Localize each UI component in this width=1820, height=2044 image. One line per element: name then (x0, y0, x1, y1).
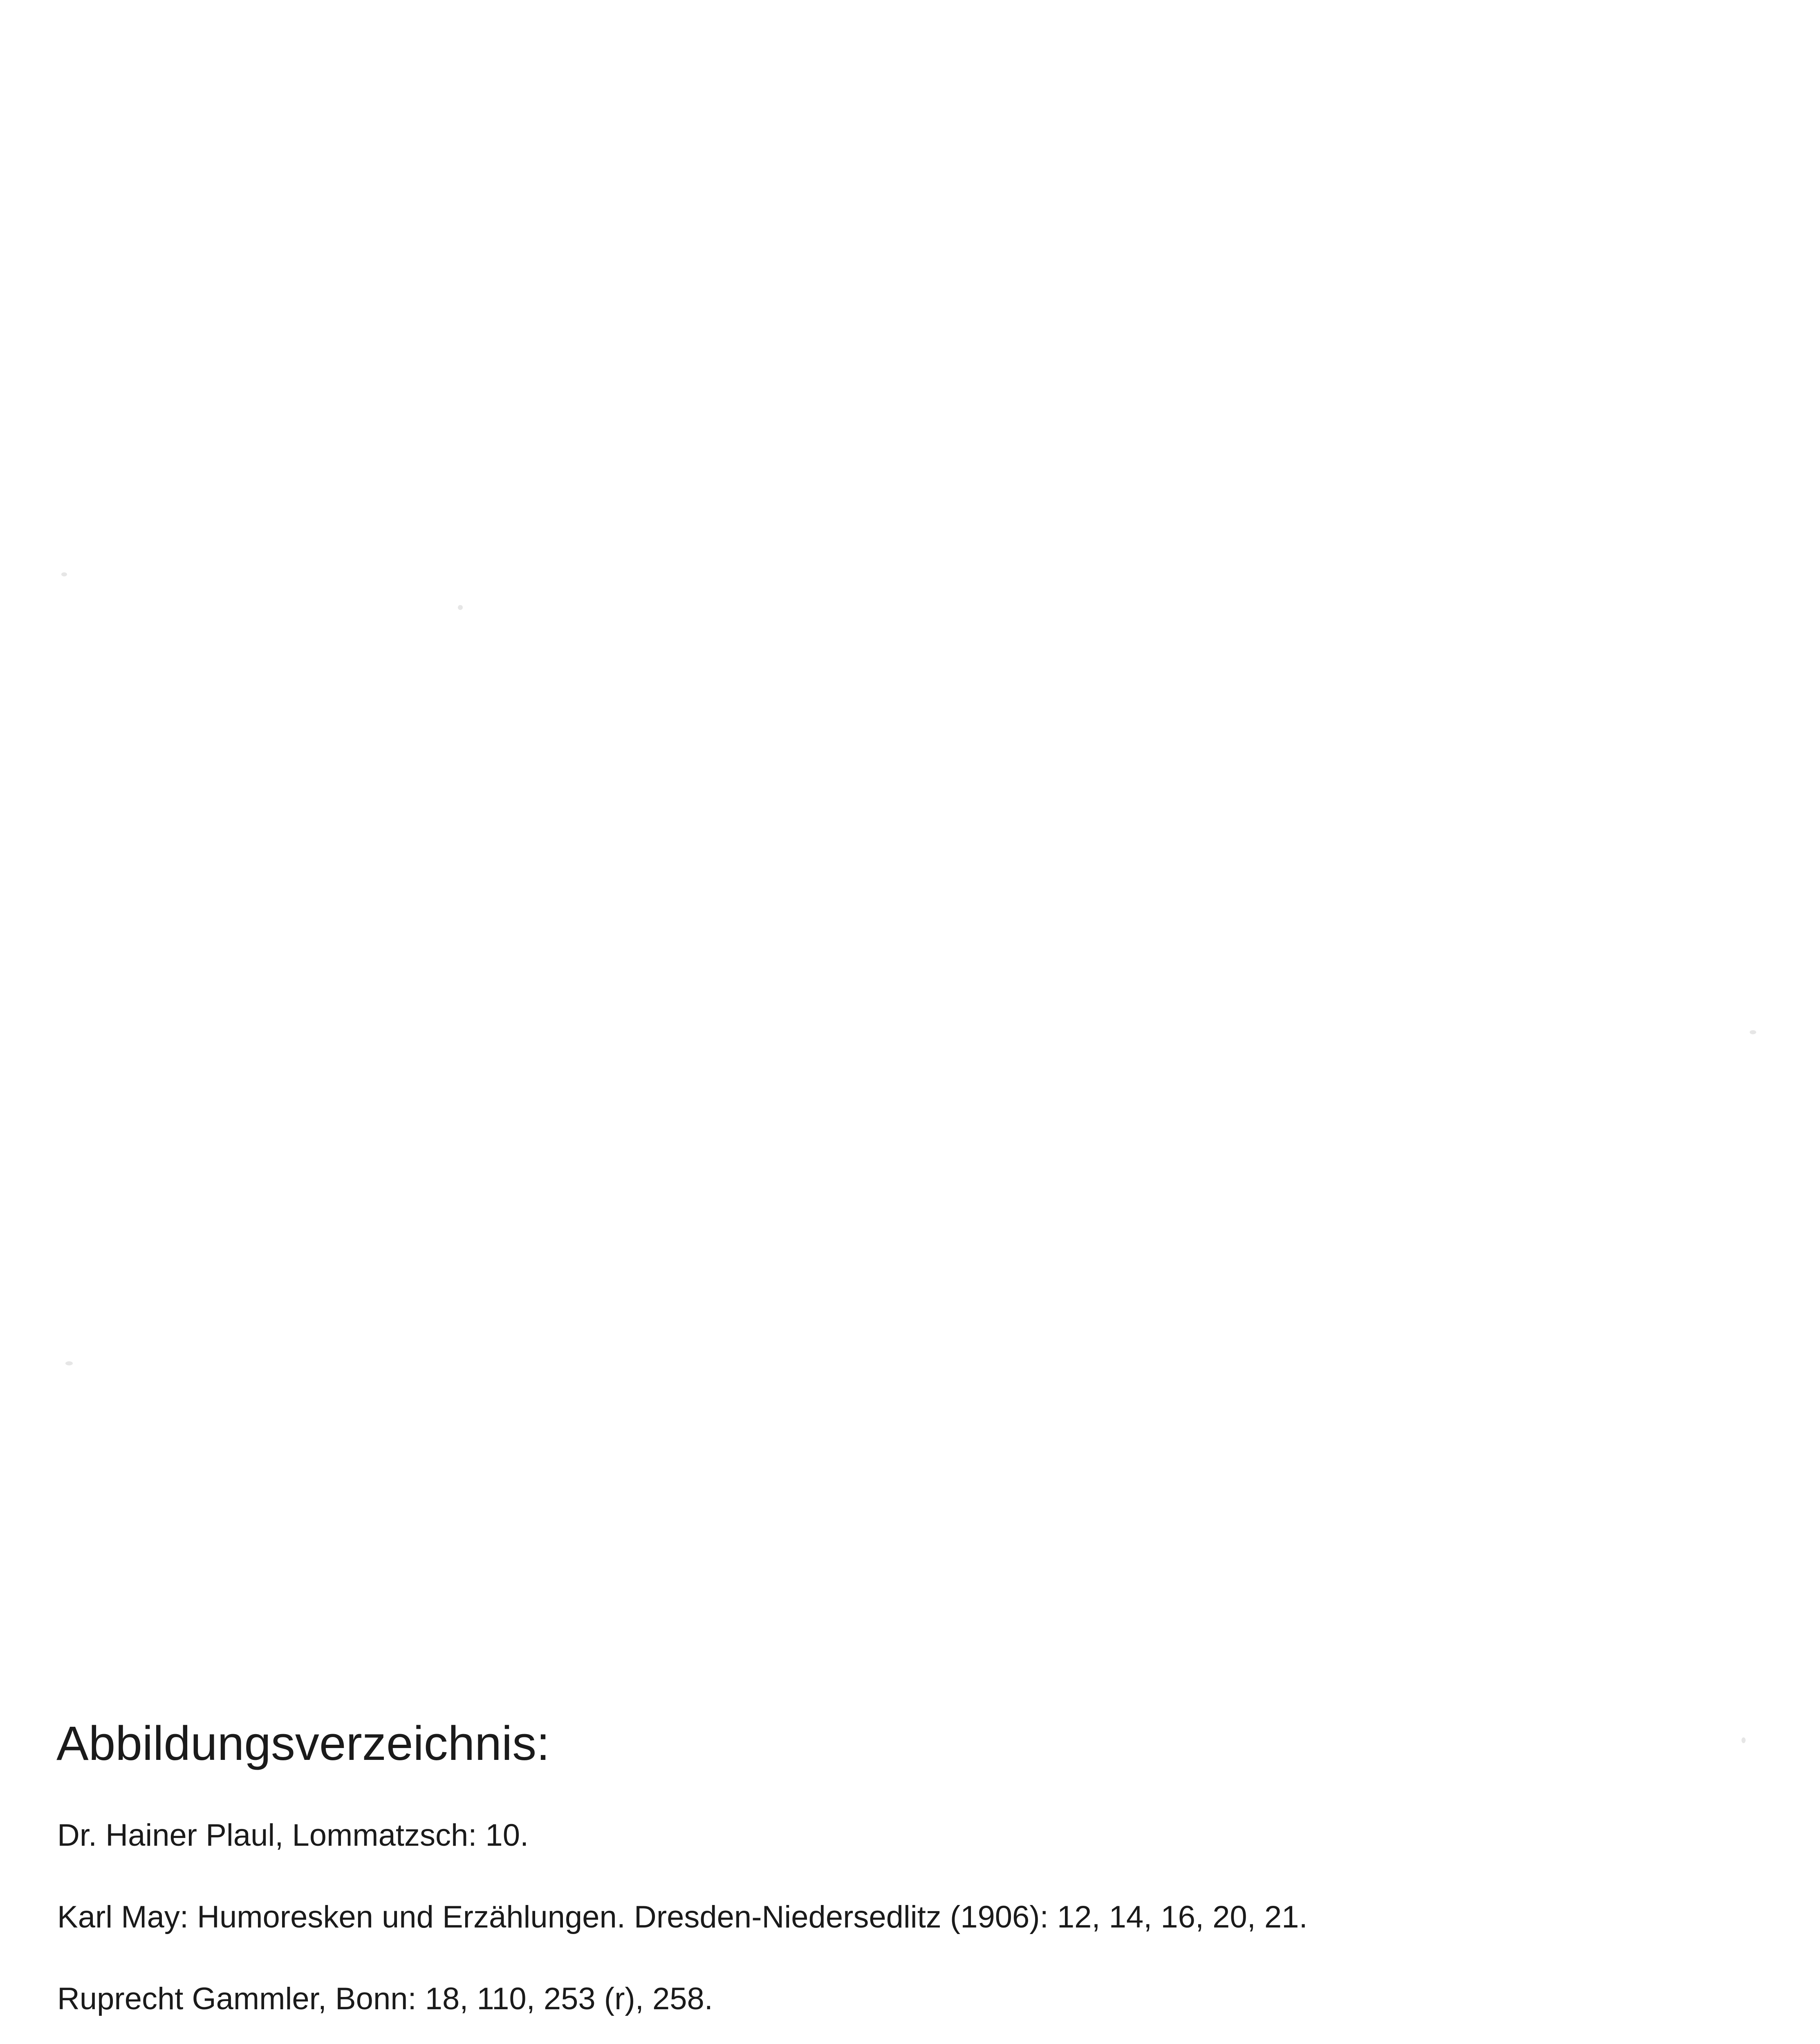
credit-line: Dr. Hainer Plaul, Lommatzsch: 10. (57, 1818, 529, 1853)
scan-speckle (458, 605, 463, 610)
credit-line: Ruprecht Gammler, Bonn: 18, 110, 253 (r), 258. (57, 1981, 713, 2016)
credit-entry (57, 1979, 713, 2019)
scan-speckle (65, 1361, 73, 1365)
scan-speckle (1750, 1030, 1756, 1034)
page-title: Abbildungsverzeichnis: (56, 1717, 550, 1771)
scan-speckle (61, 572, 67, 576)
credit-entry (57, 1815, 529, 1856)
scan-speckle (1742, 1737, 1746, 1743)
credit-entry (57, 1897, 1308, 1938)
credit-line: Karl May: Humoresken und Erzählungen. Dresden-Niedersedlitz (1906): 12, 14, 16, 20, 21. (57, 1900, 1308, 1934)
